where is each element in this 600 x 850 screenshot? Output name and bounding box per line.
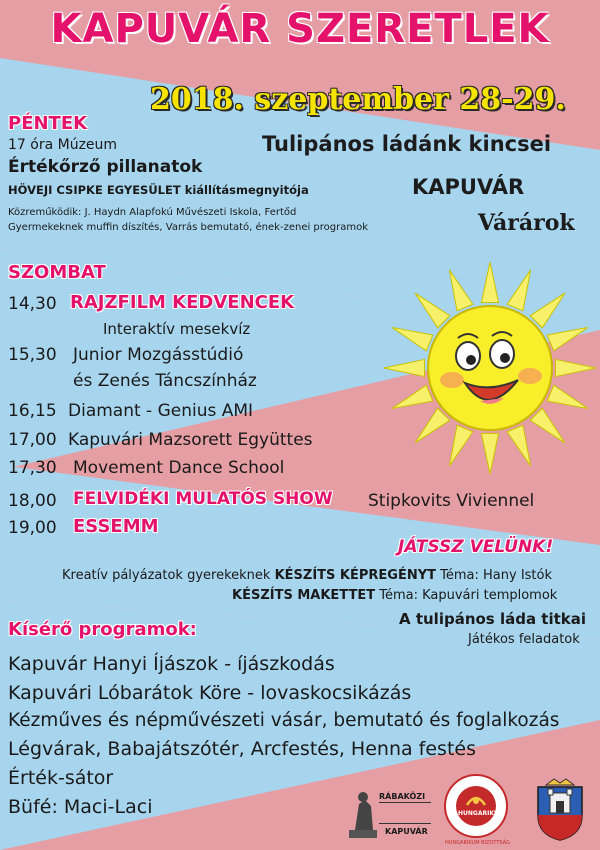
coat-of-arms-icon [532, 777, 588, 841]
venue: Várárok [478, 210, 575, 236]
sun-ray [481, 262, 498, 303]
schedule-extra: Stipkovits Viviennel [368, 491, 535, 511]
sun-ray [530, 293, 565, 328]
side-program-item: Kapuvári Lóbarátok Köre - lovaskocsikázás [8, 682, 412, 704]
kapuvar-coat-of-arms [532, 777, 588, 841]
hungarikum-inner-text: HUNGARIKUM [458, 810, 505, 817]
schedule-title: ESSEMM [73, 516, 159, 537]
schedule-time: 17,30 [8, 458, 57, 478]
sun-ray [530, 408, 565, 443]
rabakozi-text-lines [379, 802, 431, 824]
play-line-2-post: Téma: Kapuvári templomok [379, 588, 558, 603]
city: KAPUVÁR [412, 175, 525, 199]
sun-ray [507, 425, 530, 466]
sun-ray [507, 270, 530, 311]
schedule-text: Diamant - Genius AMI [68, 401, 254, 421]
hungarikum-logo [443, 773, 510, 846]
friday-credits-2: Gyermekeknek muffin díszítés, Varrás bemutató, ének-zenei programok [8, 222, 369, 233]
poster-title: KAPUVÁR SZERETLEK [50, 6, 550, 52]
schedule-text: Junior Mozgásstúdió [73, 345, 244, 365]
sun-ray [481, 433, 498, 474]
schedule-title: FELVIDÉKI MULATÓS SHOW [73, 489, 333, 509]
schedule-text: Kapuvári Mazsorett Együttes [68, 430, 313, 450]
schedule-time: 18,00 [8, 491, 57, 511]
schedule-time: 14,30 [8, 294, 57, 314]
sun-ray [547, 385, 588, 408]
side-program-item: Légvárak, Babajátszótér, Arcfestés, Henna festés [8, 738, 476, 760]
sun-ray [392, 327, 433, 350]
play-line-4: Játékos feladatok [468, 632, 580, 647]
saturday-label: SZOMBAT [8, 262, 106, 283]
play-line-2 [232, 588, 557, 603]
sun-ray [555, 359, 596, 376]
side-program-item: Büfé: Maci-Laci [8, 796, 153, 818]
side-program-item: Kézműves és népművészeti vásár, bemutató és foglalkozás [8, 710, 560, 731]
sun-ray [384, 359, 425, 376]
statue-icon [345, 790, 381, 840]
play-line-1-pre: Kreatív pályázatok gyerekeknek [62, 568, 271, 583]
friday-credits-1: Közreműködik: J. Haydn Alapfokú Művészeti Iskola, Fertőd [8, 207, 297, 218]
play-line-1-post: Téma: Hany Istók [440, 568, 553, 583]
side-program-item: Érték-sátor [8, 767, 114, 789]
sun-ray [415, 293, 450, 328]
subtitle: Tulipános ládánk kincsei [262, 132, 552, 156]
schedule-time: 16,15 [8, 401, 57, 421]
rabakozi-city: KAPUVÁR [385, 827, 428, 836]
schedule-time: 15,30 [8, 345, 57, 365]
rabakozi-label: RÁBAKÖZI [379, 792, 426, 801]
friday-event: Értékőrző pillanatok [8, 157, 203, 177]
hungarikum-ring-text: HUNGARIKUM BIZOTTSÁG [445, 840, 510, 846]
hungarikum-emblem [443, 773, 509, 839]
play-heading: JÁTSSZ VELÜNK! [398, 537, 554, 557]
schedule-title: RAJZFILM KEDVENCEK [70, 292, 295, 313]
schedule-time: 19,00 [8, 518, 57, 538]
side-program-item: Kapuvár Hanyi Íjászok - íjászkodás [8, 653, 335, 675]
play-line-1 [62, 568, 552, 583]
event-date: 2018. szeptember 28-29. [150, 82, 566, 117]
friday-time: 17 óra Múzeum [8, 137, 118, 153]
sun-ray [415, 408, 450, 443]
schedule-time: 17,00 [8, 430, 57, 450]
play-line-1-bold: KÉSZÍTS KÉPREGÉNYT [274, 568, 436, 583]
schedule-sub: Interaktív mesekvíz [103, 320, 251, 338]
sun-ray [547, 327, 588, 350]
play-line-2-bold: KÉSZÍTS MAKETTET [232, 588, 376, 603]
friday-opening: HÖVEJI CSIPKE EGYESÜLET kiállításmegnyitója [8, 183, 309, 197]
schedule-text: Movement Dance School [73, 458, 285, 478]
sun-ray [449, 425, 472, 466]
sun-ray [392, 385, 433, 408]
sun-illustration [380, 258, 600, 478]
play-line-3: A tulipános láda titkai [399, 610, 587, 628]
friday-label: PÉNTEK [8, 113, 88, 134]
sun-ray [449, 270, 472, 311]
schedule-sub: és Zenés Táncszínház [73, 371, 257, 391]
side-programs-label: Kísérő programok: [8, 619, 197, 640]
rabakozi-logo [345, 790, 435, 840]
